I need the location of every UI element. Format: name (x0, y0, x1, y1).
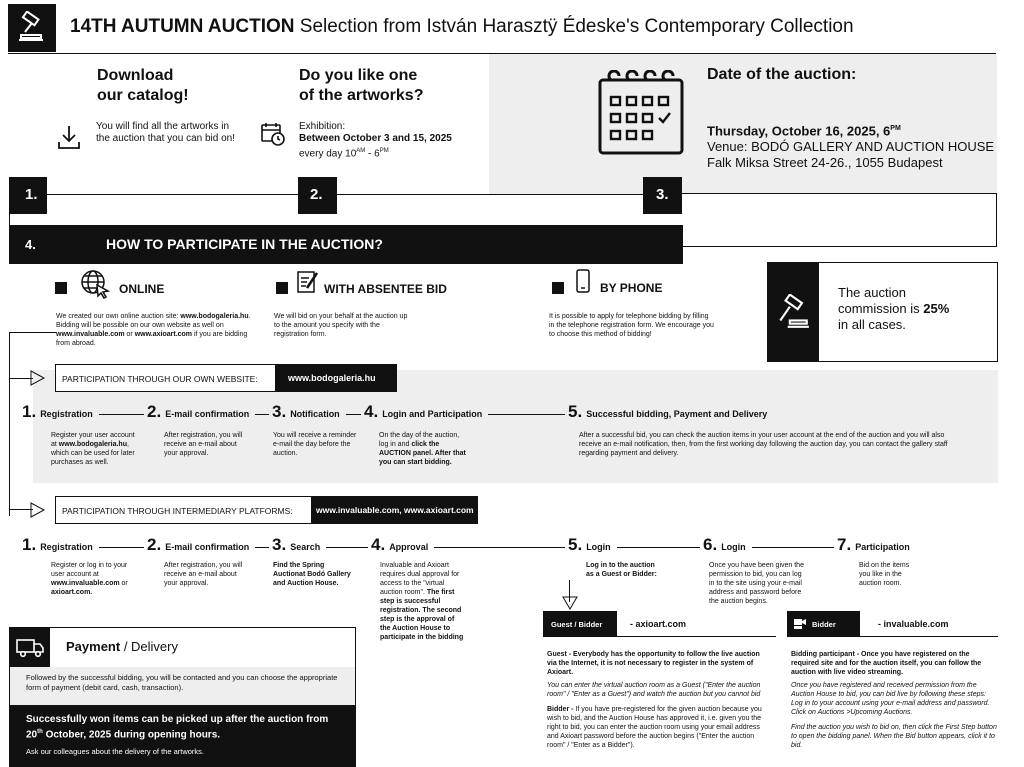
own-site-url[interactable]: www.bodogaleria.hu (275, 364, 397, 392)
own_site-step-3-text: You will receive a reminder e-mail the day before the auction. (273, 432, 357, 457)
online-title: ONLINE (119, 282, 165, 296)
payment-text: Followed by the successful bidding, you will be contacted and you can choose the appropriate form of payment (debit card, cash, transaction). (10, 667, 355, 705)
participate-banner: 4. HOW TO PARTICIPATE IN THE AUCTION? (9, 225, 683, 264)
gavel-icon (775, 294, 811, 330)
intermediary-step-7: 7. Participation (837, 535, 910, 554)
col1-text: You will find all the artworks in the auction that you can bid on! (96, 121, 235, 144)
own_site-step-4-text: On the day of the auction, log in and click the AUCTION panel. After that you can start bidding. (379, 432, 466, 466)
invaluable-tag-box: Bidder (787, 611, 860, 637)
intermediary-step-4-text: Invaluable and Axioart requires dual approval for access to the "virtual auction room". The first step is successful registration. The second step is the approval of the Auction House to participate in the bidding (380, 562, 464, 641)
online-text: We created our own online auction site: www.bodogaleria.hu. Bidding will be possible on our own website as well on www.invaluable.com or www.axioart.com if you are bidding from abroad. (56, 313, 251, 347)
intermediary-step-5-text: Log in to the auction as a Guest or Bidder: (586, 562, 657, 578)
pickup-panel: Successfully won items can be picked up after the auction from 20th October, 2025 during opening hours. Ask our colleagues about the delivery of the artworks. (10, 705, 355, 767)
col3-heading: Date of the auction: (707, 66, 857, 83)
absentee-text: We will bid on your behalf at the auction up to the amount you specify with the registration form. (274, 313, 408, 338)
globe-cursor-icon (80, 269, 110, 299)
intermediary-step-2: 2. E-mail confirmation (147, 535, 271, 555)
page-title: 14TH AUTUMN AUCTION Selection from István Harasztÿ Édeske's Contemporary Collection (70, 16, 854, 37)
intermediary-label-box: PARTICIPATION THROUGH INTERMEDIARY PLATFORMS: (55, 496, 478, 524)
step-2-badge: 2. (298, 177, 337, 214)
commission-text: The auction commission is 25% in all cases. (838, 285, 950, 332)
axioart-site[interactable]: - axioart.com (630, 619, 687, 629)
col1-heading: Download our catalog! (97, 67, 189, 104)
axioart-text: Guest - Everybody has the opportunity to follow the live auction via the Internet, it is not necessary to register in the system of Axioart. You can enter the virtual auction room as a Guest ("Enter the auction room" / "Enter as a Guest") and watch the auction but you cannot bid Bidder - If you have pre-registered for the given auction because you wish to bid, and the Auction House has approved it, i.e. given you the right to bid, you can enter the auction room using your email address and Axioart password before the auction begins ("Enter the auction room" / "Enter as a Bidder"). (547, 651, 762, 749)
own_site-step-5: 5. Successful bidding, Payment and Delivery (568, 402, 768, 421)
col2-heading: Do you like one of the artworks? (299, 67, 424, 104)
live-camera-icon (793, 617, 807, 630)
gavel-icon (15, 11, 49, 45)
own_site-step-1-text: Register your user account at www.bodogaleria.hu, which can be used for later purchases as well. (51, 432, 135, 466)
download-icon (57, 124, 81, 150)
own_site-step-2: 2. E-mail confirmation (147, 402, 271, 422)
invaluable-text: Bidding participant - Once you have registered on the required site and for the auction itself, you can follow the auction with live video streaming. Once you have registered and received permission from the Auction House to bid, you can bid live by following these steps: Log in to your account using your e-mail address and password. Click on Auctions >Upcoming Auctions. Find the auction you wish to bid on, then click the First Step button to open the bidding panel. When the Bid button appears, click it to bid. (791, 651, 997, 749)
phone-icon (575, 268, 591, 294)
intermediary-step-6: 6. Login (703, 535, 836, 555)
intermediary-step-2-text: After registration, you will receive an e-mail about your approval. (164, 562, 243, 587)
calendar-icon (597, 70, 685, 156)
own_site-step-4: 4. Login and Participation (364, 402, 567, 422)
intermediary-step-3-text: Find the Spring Auctionat Bodó Gallery and Auction House. (273, 562, 351, 587)
calendar-clock-icon (260, 121, 286, 147)
invaluable-site[interactable]: - invaluable.com (878, 619, 949, 629)
axioart-tag: Guest / Bidder (543, 611, 617, 637)
intermediary-step-7-text: Bid on the items you like in the auction room. (859, 562, 910, 587)
col2-text: Exhibition: Between October 3 and 15, 2025 every day $10^{AM} - 6^{PM}$ (299, 121, 452, 160)
intermediary-step-6-text: Once you have been given the permission to bid, you can log in to the site using your e-mail address and password before the auction begins. (709, 562, 804, 605)
intermediary-urls[interactable]: www.invaluable.com, www.axioart.com (311, 496, 478, 524)
col3-details: Thursday, October 16, 2025, $6^{PM}$ Venue: BODÓ GALLERY AND AUCTION HOUSE Falk Miksa Street 24-26., 1055 Budapest (707, 123, 995, 171)
header-logo (8, 4, 56, 52)
intermediary-step-4: 4. Approval (371, 535, 567, 555)
payment-title: Payment / Delivery (66, 639, 178, 654)
step-1-badge: 1. (9, 177, 47, 214)
absentee-title: WITH ABSENTEE BID (324, 282, 447, 296)
own-site-label-box: PARTICIPATION THROUGH OUR OWN WEBSITE: (55, 364, 397, 392)
intermediary-step-1-text: Register or log in to your user account at www.invaluable.com or axioart.com. (51, 562, 128, 596)
delivery-truck-icon (15, 637, 45, 659)
form-pen-icon (296, 269, 320, 295)
intermediary-step-3: 3. Search (272, 535, 370, 555)
phone-text: It is possible to apply for telephone bidding by filling in the telephone registration form. We encourage you to choose this method of bidding! (549, 313, 714, 338)
own_site-step-3: 3. Notification (272, 402, 363, 422)
phone-title: BY PHONE (600, 281, 663, 295)
step-3-badge: 3. (643, 177, 682, 214)
intermediary-step-1: 1. Registration (22, 535, 146, 555)
intermediary-step-5: 5. Login (568, 535, 702, 555)
own_site-step-2-text: After registration, you will receive an e-mail about your approval. (164, 432, 243, 457)
own_site-step-5-text: After a successful bid, you can check the auction items in your user account at the end of the auction and you will also receive an e-mail notification, then, from the first working day following the auction day, you can contact the gallery staff regarding payment and delivery. (579, 432, 948, 457)
own_site-step-1: 1. Registration (22, 402, 146, 422)
